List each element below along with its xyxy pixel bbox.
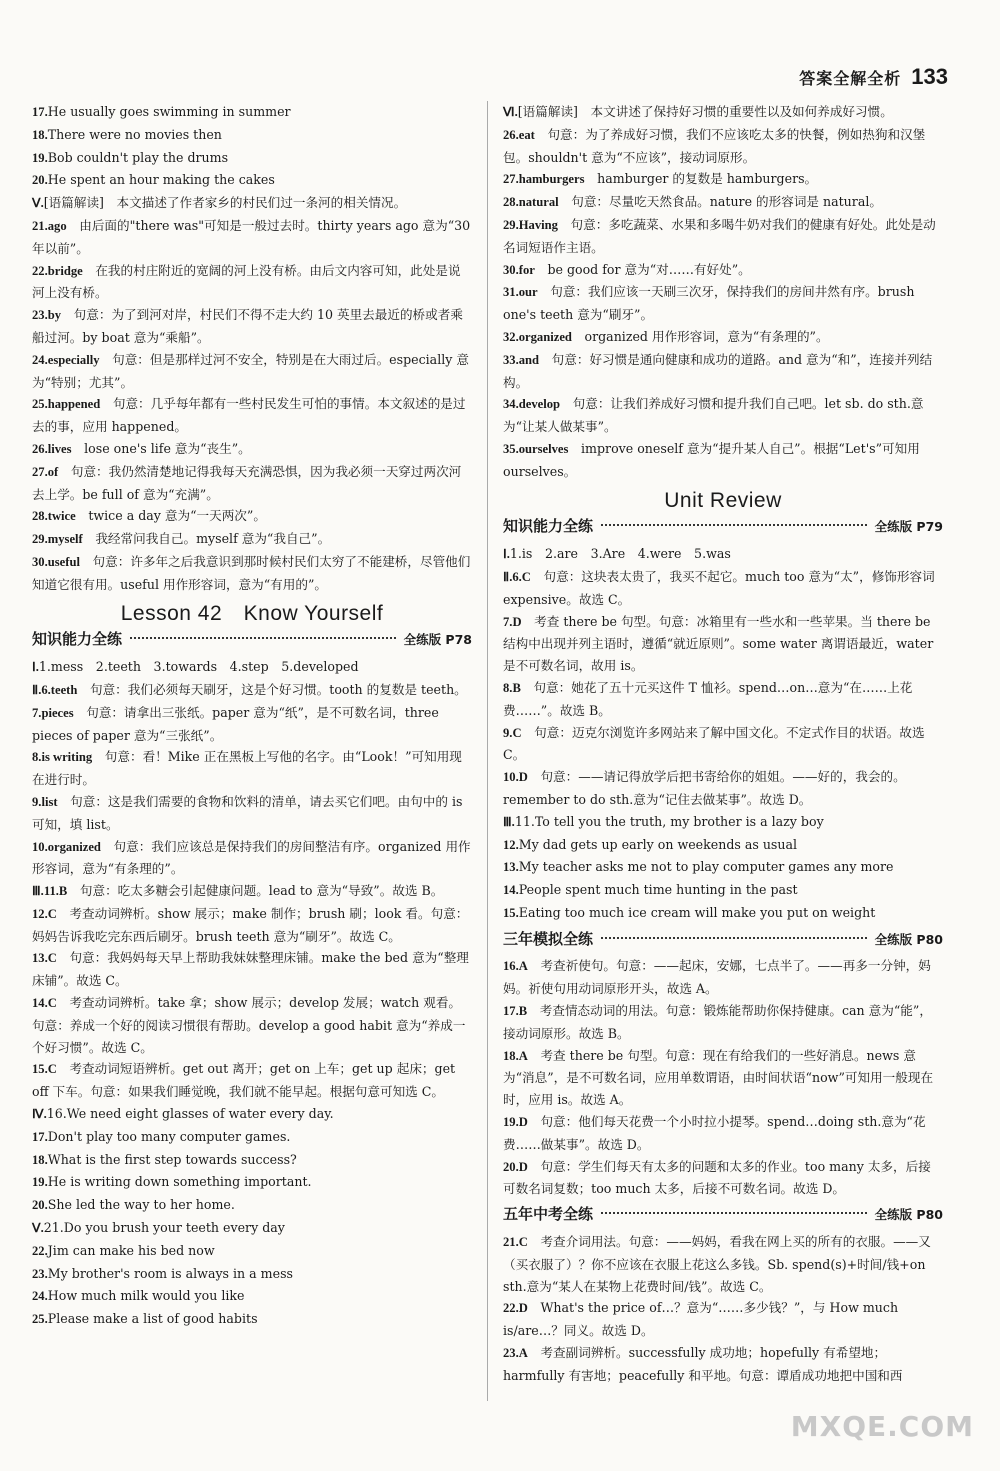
answer-number: 10. — [32, 839, 48, 854]
answer-key: A — [518, 1048, 528, 1063]
answer-entry — [32, 1058, 472, 1103]
answer-text: 句意：——请记得放学后把书寄给你的姐姐。——好的，我会的。remember to do sth.意为“记住去做某事”。故选 D。 — [503, 769, 906, 807]
answer-number: 14. — [503, 883, 519, 898]
answer-entry — [503, 1156, 943, 1201]
answer-text: People spent much time hunting in the past — [518, 882, 798, 898]
answer-text: 句意：好习惯是通向健康和成功的道路。and 意为“和”，连接并列结构。 — [503, 351, 933, 390]
answer-number: Ⅳ. — [32, 1107, 47, 1122]
answer-number: 22. — [503, 1301, 519, 1316]
answer-number: 28. — [503, 195, 519, 210]
answer-key: especially — [47, 352, 100, 367]
answer-text: 考查情态动词的用法。句意：锻炼能帮助你保持健康。can 意为“能”，接动词原形。故选 B。 — [503, 1003, 932, 1041]
answer-entry — [32, 551, 472, 596]
answer-text: [语篇解读] 本文讲述了保持好习惯的重要性以及如何养成好习惯。 — [517, 104, 893, 119]
answer-entry — [503, 902, 943, 925]
answer-entry — [503, 1231, 943, 1297]
answer-text: 句意：但是那样过河不安全，特别是在大雨过后。especially 意为“特别；尤其”。 — [32, 351, 469, 390]
answer-number: 27. — [503, 172, 519, 187]
answer-number: 22. — [32, 1243, 48, 1258]
answer-text: 句意：让我们养成好习惯和提升我们自己吧。let sb. do sth.意为“让某人做某事”。 — [503, 396, 924, 435]
answer-number: 29. — [503, 217, 519, 232]
answer-number: 17. — [32, 1129, 48, 1144]
answer-text: organized 用作形容词，意为“有条理的”。 — [571, 328, 829, 344]
answer-entry — [32, 260, 472, 305]
answer-text: 在我的村庄附近的宽阔的河上没有桥。由后文内容可知，此处是说河上没有桥。 — [32, 262, 461, 301]
answer-text: Bob couldn't play the drums — [47, 149, 229, 165]
answer-entry — [32, 304, 472, 349]
answer-entry — [503, 611, 943, 677]
answer-list-mock — [503, 955, 943, 1200]
answer-number: 23. — [503, 1346, 519, 1361]
answer-key: 6.C — [512, 569, 531, 584]
answer-number: 10. — [503, 770, 519, 785]
answer-entry — [503, 766, 943, 811]
answer-number: 26. — [32, 441, 48, 456]
answer-number: 28. — [32, 509, 48, 524]
answer-key: A — [518, 1346, 528, 1361]
section-leader-dots — [601, 937, 867, 939]
answer-text: He usually goes swimming in summer — [47, 104, 291, 119]
answer-entry — [503, 349, 943, 394]
answer-entry — [503, 1342, 943, 1387]
answer-key: twice — [47, 509, 76, 524]
answer-entry — [32, 903, 472, 948]
right-column — [503, 101, 943, 1387]
answer-entry — [32, 528, 472, 551]
section-ref: 全练版 P80 — [874, 1207, 943, 1223]
answer-number: Ⅲ. — [503, 814, 515, 829]
answer-entry — [503, 326, 943, 349]
page-header — [799, 64, 948, 90]
answer-list-lesson41 — [32, 101, 472, 596]
answer-key: D — [518, 1115, 528, 1130]
answer-text: 句意：多吃蔬菜、水果和多喝牛奶对我们的健康有好处。此处是动名词短语作主语。 — [503, 216, 936, 255]
answer-text: My brother's room is always in a mess — [47, 1265, 294, 1281]
section-ref: 全练版 P78 — [403, 632, 472, 648]
answer-entry — [32, 124, 472, 147]
answer-number: 18. — [503, 1048, 519, 1063]
answer-entry — [32, 791, 472, 836]
answer-key: ourselves — [518, 441, 569, 456]
answer-number: 26. — [503, 127, 519, 142]
answer-text: 句意：我们应该总是保持我们的房间整洁有序。organized 用作形容词，意为“有条理的”。 — [32, 838, 471, 877]
answer-entry — [503, 566, 943, 611]
answer-number: Ⅱ. — [503, 569, 513, 584]
answer-key: D — [518, 1159, 528, 1174]
answer-number: Ⅵ. — [503, 105, 518, 119]
answer-entry — [32, 101, 472, 124]
answer-entry — [503, 879, 943, 902]
answer-key: list — [41, 794, 58, 809]
watermark-logo: MXQE.COM — [790, 1410, 974, 1443]
answer-entry — [503, 1111, 943, 1156]
answer-number: 21. — [32, 218, 48, 233]
answer-number: 7. — [503, 614, 513, 629]
answer-number: 29. — [32, 532, 48, 547]
answer-number: 16. — [503, 959, 519, 974]
answer-text: Don't play too many computer games. — [47, 1128, 291, 1144]
column-divider — [487, 101, 488, 1401]
answer-key: develop — [518, 397, 561, 412]
answer-key: of — [47, 464, 59, 479]
answer-number: 25. — [32, 1312, 48, 1327]
answer-text: lose one's life 意为“丧生”。 — [71, 440, 251, 456]
answer-key: B — [512, 680, 521, 695]
answer-text: He is writing down something important. — [47, 1174, 312, 1190]
answer-number: Ⅴ. — [32, 1221, 44, 1236]
answer-key: C — [47, 906, 57, 921]
answer-entry — [32, 461, 472, 506]
answer-entry — [32, 880, 472, 903]
answer-entry — [503, 191, 943, 214]
unit-review-title: Unit Review — [664, 488, 782, 512]
answer-entry — [32, 169, 472, 192]
answer-entry — [503, 1000, 943, 1045]
answer-number: 18. — [32, 127, 48, 142]
answer-entry — [32, 746, 472, 791]
section-header-exam — [503, 1204, 943, 1226]
answer-entry — [32, 1308, 472, 1331]
answer-entry — [503, 214, 943, 259]
answer-text: 考查动词辨析。take 拿；show 展示；develop 发展；watch 观看。句意：养成一个好的阅读习惯很有帮助。develop a good habit 意为“养成一个好习惯”。故选 C。 — [32, 995, 466, 1055]
answer-key: 11.B — [43, 884, 68, 899]
answer-entry — [32, 992, 472, 1058]
answer-text: 考查 there be 句型。句意：冰箱里有一些水和一些苹果。当 there be 结构中出现并列主语时，遵循“就近原则”。some water 离谓语最近，water 是不可数名词，故用 is。 — [503, 613, 934, 674]
answer-text: 考查介词用法。句意：——妈妈，看我在网上买的所有的衣服。——又（买衣服了）？你不应该在衣服上花这么多钱。Sb. spend(s)+时间/钱+on sth.意为“某人在某物上花费时间/钱”。故选 C。 — [503, 1234, 931, 1294]
answer-number: 17. — [503, 1004, 519, 1019]
answer-number: Ⅱ. — [32, 682, 42, 697]
answer-text: My dad gets up early on weekends as usual — [518, 836, 798, 852]
answer-entry — [503, 955, 943, 1000]
answer-entry — [503, 543, 943, 566]
answer-text: 句意：我们必须每天刷牙，这是个好习惯。tooth 的复数是 teeth。 — [77, 681, 467, 697]
answer-text: Jim can make his bed now — [47, 1242, 215, 1258]
answer-text: She led the way to her home. — [47, 1197, 235, 1213]
answer-text: 考查 there be 句型。句意：现在有给我们的一些好消息。news 意为“消息”，是不可数名词，应用单数谓语，由时间状语“now”可知用一般现在时，应用 is。故选 A。 — [503, 1047, 934, 1108]
answer-text: be good for 意为“对……有好处”。 — [534, 261, 751, 277]
section-header-mock — [503, 929, 943, 951]
answer-number: 12. — [503, 837, 519, 852]
answer-text: 句意：迈克尔浏览许多网站来了解中国文化。不定式作目的状语。故选 C。 — [503, 724, 925, 763]
answer-entry — [503, 438, 943, 483]
answer-entry — [503, 834, 943, 857]
answer-entry — [32, 1103, 472, 1126]
answer-text: 句意：几乎每年都有一些村民发生可怕的事情。本文叙述的是过去的事，应用 happened。 — [32, 396, 466, 435]
answer-number: 25. — [32, 397, 48, 412]
answer-text: 句意：我妈妈每天早上帮助我妹妹整理床铺。make the bed 意为“整理床铺”。故选 C。 — [32, 950, 469, 989]
answer-number: 24. — [32, 352, 48, 367]
answer-number: 24. — [32, 1289, 48, 1304]
answer-number: Ⅲ. — [32, 884, 44, 899]
answer-number: 23. — [32, 1266, 48, 1281]
answer-entry — [32, 1240, 472, 1263]
answer-text: My teacher asks me not to play computer games any more — [518, 859, 894, 875]
answer-key: C — [47, 1062, 57, 1077]
answer-text: What's the price of…？意为“……多少钱？”，与 How much is/are…？同义。故选 D。 — [503, 1300, 899, 1339]
answer-text: Eating too much ice cream will make you put on weight — [518, 904, 876, 920]
answer-entry — [503, 124, 943, 169]
answer-text: 考查动词辨析。show 展示；make 制作；brush 刷；look 看。句意：妈妈告诉我吃完东西后刷牙。brush teeth 意为“刷牙”。故选 C。 — [32, 905, 469, 944]
answer-text: He spent an hour making the cakes — [47, 172, 275, 188]
answer-text: 1.mess 2.teeth 3.towards 4.step 5.developed — [38, 659, 359, 675]
answer-list-lesson42 — [32, 656, 472, 1331]
answer-text: 句意：尽量吃天然食品。nature 的形容词是 natural。 — [558, 194, 882, 210]
answer-key: myself — [47, 532, 83, 547]
answer-entry — [503, 677, 943, 722]
answer-entry — [503, 1297, 943, 1342]
answer-key: happened — [47, 397, 101, 412]
answer-text: What is the first step towards success? — [47, 1151, 297, 1167]
answer-text: 句意：我仍然清楚地记得我每天充满恐惧，因为我必须一天穿过两次河去上学。be full of 意为“充满”。 — [32, 463, 462, 502]
answer-entry — [503, 281, 943, 326]
answer-key: lives — [47, 441, 72, 456]
answer-number: 19. — [32, 150, 48, 165]
answer-text: 考查动词短语辨析。get out 离开；get on 上车；get up 起床；get off 下车。句意：如果我们睡觉晚，我们就不能早起。根据句意可知选 C。 — [32, 1061, 456, 1100]
answer-number: 13. — [32, 951, 48, 966]
answer-text: 我经常问我自己。myself 意为“我自己”。 — [82, 531, 331, 547]
answer-entry — [32, 147, 472, 170]
answer-key: bridge — [47, 263, 83, 278]
answer-number: 21. — [503, 1235, 519, 1250]
answer-entry — [503, 101, 943, 124]
answer-number: 9. — [32, 794, 42, 809]
answer-key: by — [47, 308, 62, 323]
answer-key: pieces — [41, 705, 74, 720]
answer-key: eat — [518, 127, 535, 142]
answer-number: 30. — [503, 262, 519, 277]
answer-key: 6.teeth — [41, 682, 78, 697]
answer-number: 35. — [503, 441, 519, 456]
answer-number: 20. — [32, 173, 48, 188]
answer-list-exam — [503, 1231, 943, 1387]
answer-key: hamburgers — [518, 172, 585, 187]
answer-number: 30. — [32, 554, 48, 569]
answer-number: 15. — [32, 1062, 48, 1077]
section-name: 知识能力全练 — [503, 517, 594, 536]
answer-number: 34. — [503, 397, 519, 412]
answer-number: 17. — [32, 105, 48, 119]
answer-number: 15. — [503, 905, 519, 920]
answer-text: 1.is 2.are 3.Are 4.were 5.was — [509, 546, 731, 562]
answer-key: C — [47, 951, 57, 966]
answer-text: hamburger 的复数是 hamburgers。 — [584, 171, 818, 187]
answer-number: 20. — [32, 1198, 48, 1213]
answer-key: useful — [47, 554, 80, 569]
answer-number: 27. — [32, 464, 48, 479]
section-header-knowledge-2 — [503, 516, 943, 538]
answer-text: 句意：他们每天花费一个小时拉小提琴。spend…doing sth.意为“花费……做某事”。故选 D。 — [503, 1114, 926, 1152]
answer-text: 考查副词辨析。successfully 成功地；hopefully 有希望地；harmfully 有害地；peacefully 和平地。句意：谭盾成功地把中国和西 — [503, 1345, 903, 1383]
answer-list-lesson42-cont — [503, 101, 943, 483]
answer-text: 句意：请拿出三张纸。paper 意为“纸”，是不可数名词，three pieces of paper 意为“三张纸”。 — [32, 704, 439, 743]
answer-number: 33. — [503, 352, 519, 367]
answer-text: 11.To tell you the truth, my brother is a lazy boy — [514, 813, 824, 829]
answer-entry — [32, 1217, 472, 1240]
section-name: 三年模拟全练 — [503, 929, 594, 948]
answer-entry — [32, 438, 472, 461]
answer-list-unit-review — [503, 543, 943, 925]
answer-entry — [32, 1285, 472, 1308]
answer-key: D — [518, 1301, 528, 1316]
answer-number: 19. — [32, 1175, 48, 1190]
answer-entry — [32, 702, 472, 747]
answer-text: 句意：学生们每天有太多的问题和太多的作业。too many 太多，后接可数名词复数；too much 太多，后接不可数名词。故选 D。 — [503, 1158, 931, 1197]
answer-entry — [503, 811, 943, 834]
answer-text: improve oneself 意为“提升某人自己”。根据“Let's”可知用 ourselves。 — [503, 440, 920, 479]
answer-text: There were no movies then — [47, 126, 222, 142]
header-title: 答案全解全析 — [799, 69, 902, 88]
section-leader-dots — [601, 524, 867, 526]
answer-text: 句意：为了到河对岸，村民们不得不走大约 10 英里去最近的桥或者乘船过河。by boat 意为“乘船”。 — [32, 307, 463, 345]
answer-number: 23. — [32, 308, 48, 323]
answer-entry — [32, 505, 472, 528]
section-name: 知识能力全练 — [32, 630, 123, 649]
answer-text: 21.Do you brush your teeth every day — [43, 1220, 285, 1236]
left-column — [32, 101, 472, 1331]
answer-entry — [32, 1149, 472, 1172]
answer-number: Ⅰ. — [32, 660, 39, 675]
answer-entry — [503, 1045, 943, 1111]
answer-number: 32. — [503, 329, 519, 344]
answer-entry — [32, 192, 472, 215]
answer-text: 句意：许多年之后我意识到那时候村民们太穷了不能建桥，尽管他们知道它很有用。useful 用作形容词，意为“有用的”。 — [32, 553, 471, 592]
answer-entry — [32, 836, 472, 881]
answer-number: 13. — [503, 860, 519, 875]
answer-key: B — [518, 1004, 528, 1019]
answer-entry — [32, 1263, 472, 1286]
answer-key: D — [518, 770, 528, 785]
answer-key: D — [512, 614, 522, 629]
section-header-knowledge — [32, 629, 472, 651]
answer-entry — [503, 259, 943, 282]
answer-number: 12. — [32, 906, 48, 921]
answer-text: 16.We need eight glasses of water every day. — [46, 1106, 334, 1122]
answer-key: is writing — [41, 750, 93, 765]
answer-text: twice a day 意为“一天两次”。 — [75, 508, 266, 524]
answer-number: 22. — [32, 263, 48, 278]
answer-text: 句意：这块表太贵了，我买不起它。much too 意为“太”，修饰形容词 expensive。故选 C。 — [503, 568, 935, 607]
answer-entry — [32, 1126, 472, 1149]
answer-entry — [503, 393, 943, 438]
answer-entry — [32, 393, 472, 438]
answer-number: Ⅴ. — [32, 196, 44, 211]
lesson-title: Lesson 42 Know Yourself — [120, 601, 384, 625]
answer-number: Ⅰ. — [503, 547, 510, 562]
answer-number: 8. — [32, 750, 42, 765]
answer-entry — [32, 349, 472, 394]
answer-text: 考查祈使句。句意：——起床，安娜，七点半了。——再多一分钟，妈妈。祈使句用动词原形开头，故选 A。 — [503, 958, 931, 997]
answer-entry — [503, 856, 943, 879]
answer-text: 句意：看！Mike 正在黑板上写他的名字。由“Look！”可知用现在进行时。 — [32, 749, 462, 788]
answer-text: 由后面的"there was"可知是一般过去时。thirty years ago 意为“30 年以前”。 — [32, 217, 471, 256]
answer-entry — [32, 215, 472, 260]
answer-key: our — [518, 285, 538, 300]
answer-number: 19. — [503, 1115, 519, 1130]
section-leader-dots — [601, 1212, 867, 1214]
section-ref: 全练版 P80 — [874, 931, 943, 947]
answer-key: C — [47, 996, 57, 1011]
answer-text: [语篇解读] 本文描述了作者家乡的村民们过一条河的相关情况。 — [43, 195, 407, 211]
answer-number: 9. — [503, 725, 513, 740]
answer-entry — [32, 656, 472, 679]
page-number: 133 — [911, 64, 948, 89]
answer-entry — [32, 1171, 472, 1194]
answer-text: 句意：我们应该一天刷三次牙，保持我们的房间井然有序。brush one's teeth 意为“刷牙”。 — [503, 284, 915, 323]
answer-key: and — [518, 352, 540, 367]
answer-text: How much milk would you like — [47, 1288, 245, 1304]
answer-key: natural — [518, 195, 559, 210]
answer-entry — [32, 679, 472, 702]
answer-key: organized — [518, 329, 572, 344]
answer-entry — [503, 168, 943, 191]
answer-number: 31. — [503, 285, 519, 300]
answer-key: A — [518, 959, 528, 974]
section-name: 五年中考全练 — [503, 1205, 594, 1224]
answer-text: 句意：为了养成好习惯，我们不应该吃太多的快餐，例如热狗和汉堡包。shouldn't 意为“不应该”，接动词原形。 — [503, 126, 926, 165]
answer-key: organized — [47, 839, 101, 854]
answer-key: C — [518, 1235, 528, 1250]
answer-text: 句意：吃太多糖会引起健康问题。lead to 意为“导致”。故选 B。 — [67, 883, 444, 899]
answer-entry — [503, 722, 943, 767]
answer-text: 句意：这是我们需要的食物和饮料的清单，请去买它们吧。由句中的 is 可知，填 list。 — [32, 793, 463, 832]
answer-number: 7. — [32, 705, 42, 720]
answer-number: 18. — [32, 1152, 48, 1167]
section-ref: 全练版 P79 — [874, 519, 943, 535]
answer-entry — [32, 947, 472, 992]
answer-key: C — [512, 725, 522, 740]
answer-key: Having — [518, 217, 558, 232]
answer-number: 8. — [503, 680, 513, 695]
answer-number: 20. — [503, 1159, 519, 1174]
answer-number: 14. — [32, 996, 48, 1011]
answer-text: 句意：她花了五十元买这件 T 恤衫。spend…on…意为“在……上花费……”。故选 B。 — [503, 679, 913, 718]
section-leader-dots — [130, 637, 396, 639]
answer-key: for — [518, 262, 535, 277]
answer-entry — [32, 1194, 472, 1217]
answer-text: Please make a list of good habits — [47, 1311, 258, 1327]
answer-key: ago — [47, 218, 67, 233]
